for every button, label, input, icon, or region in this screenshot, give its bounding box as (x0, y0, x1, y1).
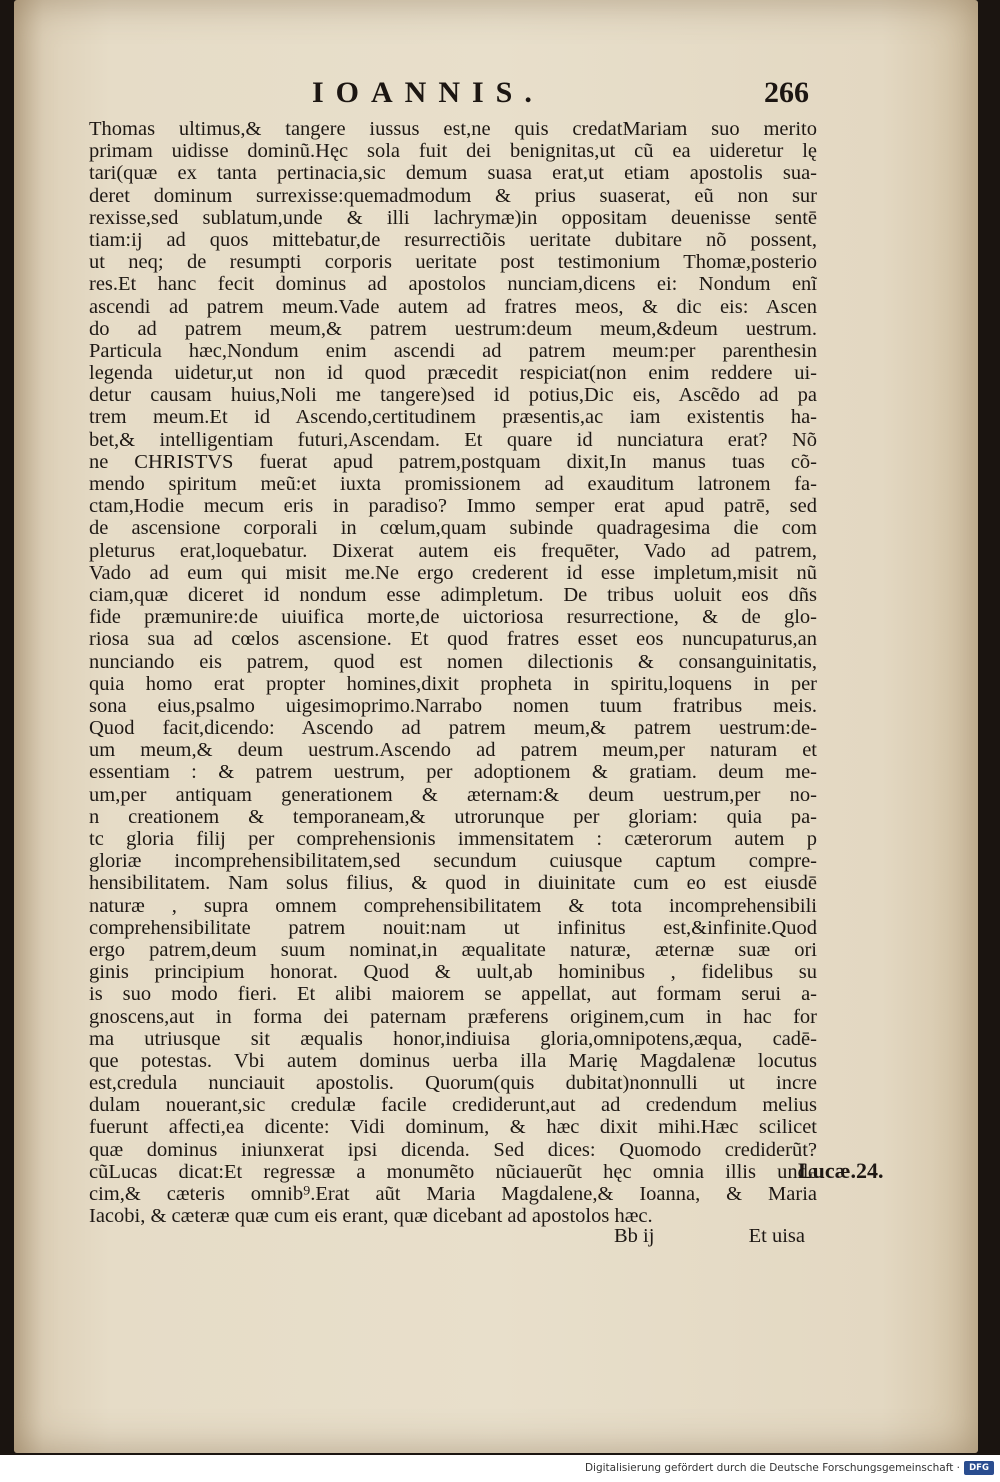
text-line: rexisse,sed sublatum,unde & illi lachrymæ)in oppositam deuenisse sentē (89, 206, 817, 229)
text-line: essentiam : & patrem uestrum, per adoptionem & gratiam. deum me- (89, 761, 817, 784)
text-line: Iacobi, & cæteræ quæ cum eis erant, quæ dicebant ad apostolos hæc. (89, 1205, 653, 1228)
text-line: naturæ , supra omnem comprehensibilitatem & tota incomprehensibili (89, 894, 817, 917)
credit-bar (0, 1455, 1000, 1482)
text-line: trem meum.Et id Ascendo,certitudinem præsentis,ac iam existentis ha- (89, 406, 817, 429)
credit-text: Digitalisierung gefördert durch die Deutsche Forschungsgemeinschaft · (584, 1462, 960, 1474)
text-line: ut neq; de resumpti corporis ueritate post testimonium Thomæ,posterio (89, 251, 817, 274)
text-line: tc gloria filij per comprehensionis immensitatem : cæterorum autem p (89, 828, 817, 850)
text-line: hensibilitatem. Nam solus filius, & quod in diuinitate cum eo est eiusdē (89, 872, 817, 895)
text-line: ginis principium honorat. Quod & uult,ab hominibus , fidelibus su (89, 961, 817, 984)
text-line: n creationem & temporaneam,& utrorunque per gloriam: quia pa- (89, 805, 817, 828)
text-line: um meum,& deum uestrum.Ascendo ad patrem meum,per naturam et (89, 739, 817, 762)
text-line: gnoscens,aut in forma dei paternam præferens originem,cum in hac for (89, 1005, 817, 1028)
text-line: que potestas. Vbi autem dominus uerba illa Marię Magdalenæ locutus (89, 1049, 817, 1072)
text-line: est,credula nunciauit apostolis. Quorum(quis dubitat)nonnulli ut incre (89, 1072, 817, 1095)
signature-mark: Bb ij (614, 1225, 655, 1247)
text-line: quia homo erat propter homines,dixit propheta in spiritu,loquens in per (89, 672, 817, 695)
page-header (34, 76, 809, 116)
running-head: IOANNIS. (312, 76, 544, 109)
page-footer (89, 1225, 817, 1251)
text-line: is suo modo fieri. Et alibi maiorem se appellat, aut formam serui a- (89, 983, 817, 1006)
text-line: ascendi ad patrem meum.Vade autem ad fratres meos, & dic eis: Ascen (89, 295, 817, 318)
text-line: res.Et hanc fecit dominus ad apostolos nunciam,dicens ei: Nondum enĩ (89, 273, 817, 296)
text-line: ergo patrem,deum suum nominat,in æqualitate naturæ, æternæ suæ ori (89, 938, 817, 961)
text-line: mendo spiritum meũ:et iuxta promissionem ad exauditum latronem fa- (89, 473, 817, 495)
text-line: de ascensione corporali in cœlum,quam subinde quadragesima die com (89, 517, 817, 540)
body-text (89, 118, 817, 1227)
text-line: cim,& cæteris omnib⁹.Erat aũt Maria Magdalene,& Ioanna, & Maria (89, 1183, 817, 1205)
text-line: gloriæ incomprehensibilitatem,sed secundum cuiusque captum compre- (89, 850, 817, 873)
text-line: sona eius,psalmo uigesimoprimo.Narrabo nomen tuum fratribus meis. (89, 694, 817, 717)
text-line: tari(quæ ex tanta pertinacia,sic demum suasa erat,ut etiam apostolis sua- (89, 162, 817, 185)
text-line: fuerunt affecti,ea dicente: Vidi dominum, & hæc dixit mihi.Hæc scilicet (89, 1116, 817, 1139)
dfg-logo-icon[interactable]: DFG (964, 1461, 994, 1475)
text-line: ciam,quæ diceret id nondum esse adimpletum. De tribus uoluit eos dñs (89, 583, 817, 606)
text-line: ma utriusque sit æqualis honor,indiuisa gloria,omnipotens,æqua, cadē- (89, 1027, 817, 1050)
text-line: fide præmunire:de uiuifica morte,de uictoriosa resurrectione, & de glo- (89, 606, 817, 629)
text-line: comprehensibilitate patrem nouit:nam ut infinitus est,&infinite.Quod (89, 916, 817, 939)
text-line: quæ dominus iniunxerat ipsi dicenda. Sed dices: Quomodo crediderũt? (89, 1138, 817, 1161)
text-line: nunciando eis patrem, quod est nomen dilectionis & consanguinitatis, (89, 650, 817, 673)
folio-number: 266 (764, 76, 809, 109)
text-line: dulam nouerant,sic credulæ facile crediderunt,aut ad credendum melius (89, 1094, 817, 1117)
text-line: ne CHRISTVS fuerat apud patrem,postquam dixit,In manus tuas cõ- (89, 450, 817, 473)
text-line: Quod facit,dicendo: Ascendo ad patrem meum,& patrem uestrum:de- (89, 717, 817, 740)
margin-reference: Lucæ.24. (798, 1158, 884, 1183)
text-line: tiam:ij ad quos mittebatur,de resurrectiõis ueritate dubitare nõ possent, (89, 228, 817, 251)
text-line: ctam,Hodie mecum eris in paradiso? Immo semper erat apud patrē, sed (89, 495, 817, 518)
text-line: do ad patrem meum,& patrem uestrum:deum meum,&deum uestrum. (89, 317, 817, 340)
text-line: Particula hæc,Nondum enim ascendi ad patrem meum:per parenthesin (89, 339, 817, 362)
text-line: deret dominum surrexisse:quemadmodum & prius suaserat, eũ non sur (89, 184, 817, 207)
text-line: riosa sua ad cœlos ascensione. Et quod fratres esset eos nuncupaturus,an (89, 628, 817, 651)
text-line: legenda uidetur,ut non id quod præcedit respiciat(non enim reddere ui- (89, 362, 817, 385)
text-line: um,per antiquam generationem & æternam:& deum uestrum,per no- (89, 783, 817, 806)
catchword: Et uisa (748, 1225, 805, 1247)
text-line: Thomas ultimus,& tangere iussus est,ne quis credatMariam suo merito (89, 118, 817, 140)
text-line: primam uidisse dominũ.Hęc sola fuit dei benignitas,ut cũ ea uideretur lę (89, 140, 817, 163)
text-line: pleturus erat,loquebatur. Dixerat autem eis frequēter, Vado ad patrem, (89, 539, 817, 562)
text-line: detur causam huius,Noli me tangere)sed id potius,Dic eis, Ascẽdo ad pa (89, 384, 817, 407)
text-line: bet,& intelligentiam futuri,Ascendam. Et quare id nunciatura erat? Nõ (89, 428, 817, 451)
text-line: cũLucas dicat:Et regressæ a monumẽto nũciauerũt hęc omnia illis unde (89, 1160, 817, 1183)
text-line: Vado ad eum qui misit me.Ne ergo crederent id esse impletum,misit nũ (89, 561, 817, 584)
book-page (14, 0, 978, 1453)
